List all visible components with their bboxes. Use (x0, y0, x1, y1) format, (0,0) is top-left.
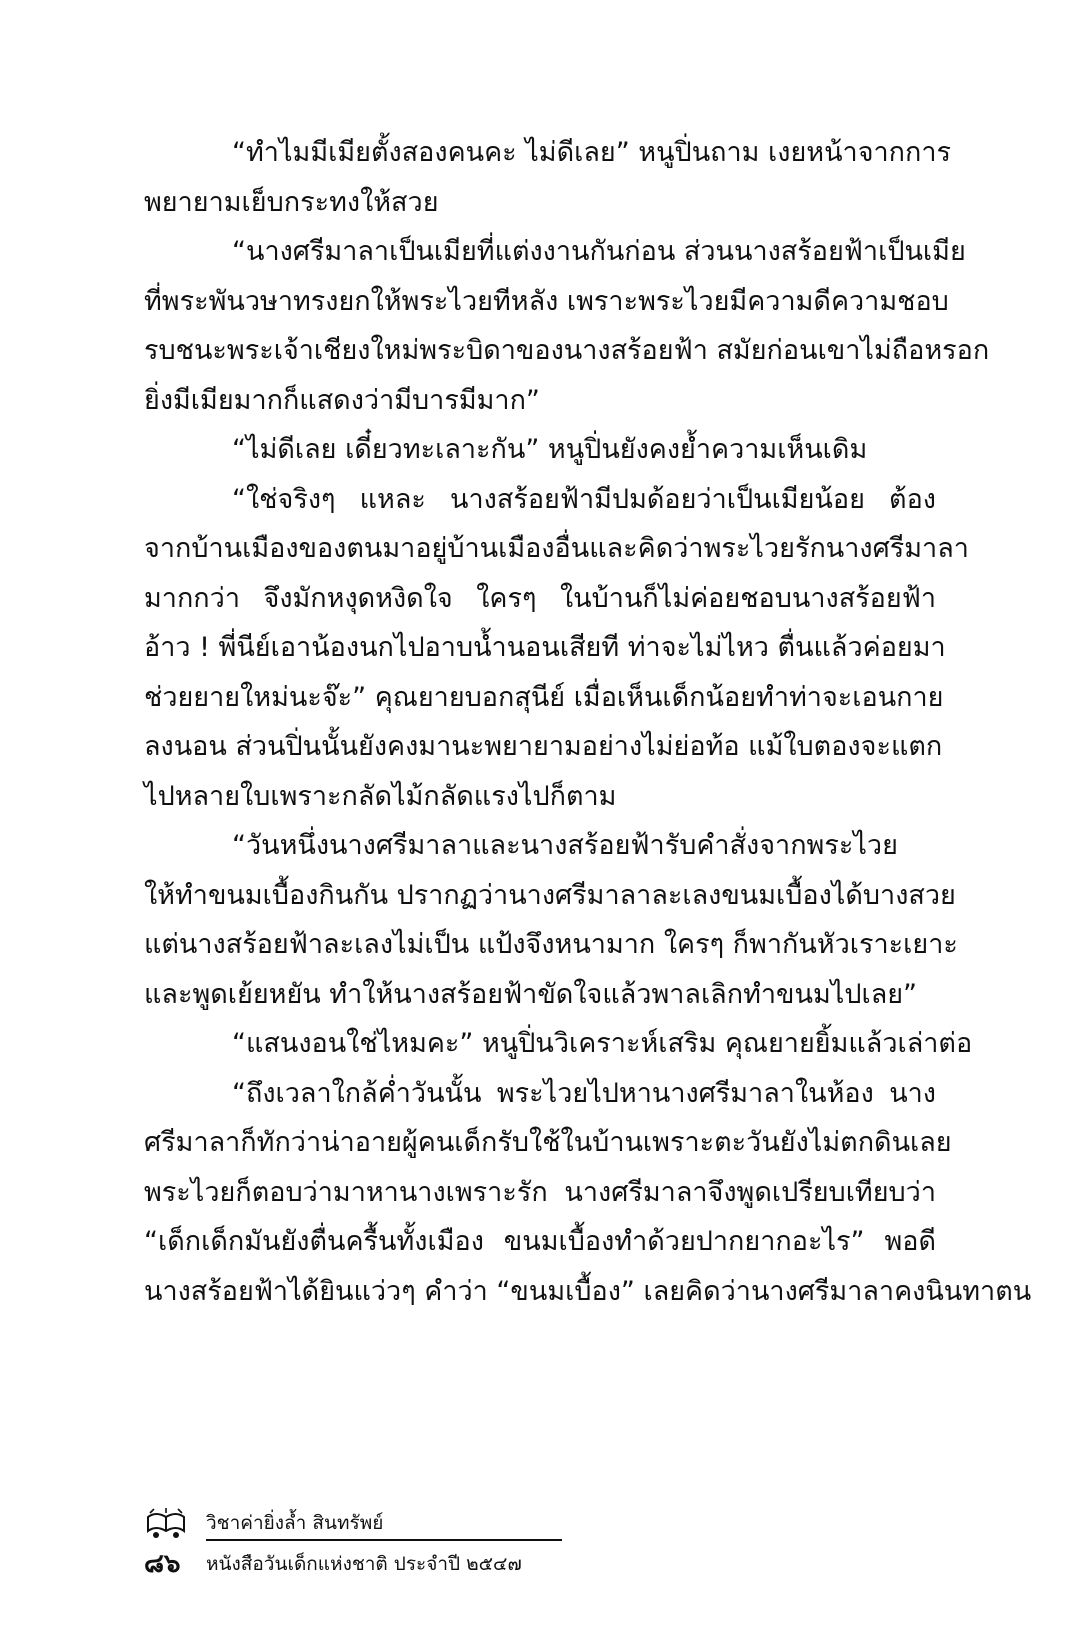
text-line: ศรีมาลาก็ทักว่าน่าอายผู้คนเด็กรับใช้ในบ้านเพราะตะวันยังไม่ตกดินเลย (144, 1127, 952, 1158)
text-line: “ถึงเวลาใกล้ค่ำวันนั้น พระไวยไปหานางศรีมาลาในห้อง นาง (232, 1077, 936, 1109)
book-title: หนังสือวันเด็กแห่งชาติ ประจำปี ๒๕๔๗ (206, 1553, 522, 1575)
text-line: ที่พระพันวษาทรงยกให้พระไวยทีหลัง เพราะพระไวยมีความดีความชอบ (144, 285, 949, 317)
page-footer (144, 1505, 564, 1585)
text-line: อ้าว ! พี่นีย์เอาน้องนกไปอาบน้ำนอนเสียที ท่าจะไม่ไหว ตื่นแล้วค่อยมา (144, 632, 946, 663)
text-line: นางสร้อยฟ้าได้ยินแว่วๆ คำว่า “ขนมเบื้อง” เลยคิดว่านางศรีมาลาคงนินทาตน (144, 1275, 1032, 1307)
footer-book-row (144, 1545, 564, 1585)
text-line: พระไวยก็ตอบว่ามาหานางเพราะรัก นางศรีมาลาจึงพูดเปรียบเทียบว่า (144, 1176, 936, 1208)
text-line: “ทำไมมีเมียตั้งสองคนคะ ไม่ดีเลย” หนูปิ่นถาม เงยหน้าจากการ (232, 137, 952, 168)
text-line: “แสนงอนใช่ไหมคะ” หนูปิ่นวิเคราะห์เสริม คุณยายยิ้มแล้วเล่าต่อ (232, 1028, 973, 1059)
text-line: พยายามเย็บกระทงให้สวย (144, 186, 439, 218)
footer-section-row (144, 1505, 564, 1545)
text-line: “วันหนึ่งนางศรีมาลาและนางสร้อยฟ้ารับคำสั่งจากพระไวย (232, 830, 898, 861)
text-line: ไปหลายใบเพราะกลัดไม้กลัดแรงไปก็ตาม (144, 780, 617, 812)
book-emblem-icon (144, 1507, 188, 1539)
text-line: “นางศรีมาลาเป็นเมียที่แต่งงานกันก่อน ส่วนนางสร้อยฟ้าเป็นเมีย (232, 236, 966, 267)
footer-divider (206, 1539, 562, 1541)
page-number: ๘๖ (144, 1549, 181, 1579)
text-line: มากกว่า จึงมักหงุดหงิดใจ ใครๆ ในบ้านก็ไม่ค่อยชอบนางสร้อยฟ้า (144, 582, 936, 614)
text-line: ช่วยยายใหม่นะจ๊ะ” คุณยายบอกสุนีย์ เมื่อเห็นเด็กน้อยทำท่าจะเอนกาย (144, 681, 944, 713)
text-line: “ใช่จริงๆ แหละ นางสร้อยฟ้ามีปมด้อยว่าเป็นเมียน้อย ต้อง (232, 483, 936, 515)
text-line: รบชนะพระเจ้าเชียงใหม่พระบิดาของนางสร้อยฟ้า สมัยก่อนเขาไม่ถือหรอก (144, 335, 990, 366)
text-line: ให้ทำขนมเบื้องกินกัน ปรากฏว่านางศรีมาลาละเลงขนมเบื้องได้บางสวย (144, 879, 956, 911)
text-line: “เด็กเด็กมันยังตื่นครื้นทั้งเมือง ขนมเบื้องทำด้วยปากยากอะไร” พอดี (144, 1226, 936, 1257)
text-line: จากบ้านเมืองของตนมาอยู่บ้านเมืองอื่นและคิดว่าพระไวยรักนางศรีมาลา (144, 533, 969, 564)
text-line: ลงนอน ส่วนปิ่นนั้นยังคงมานะพยายามอย่างไม่ย่อท้อ แม้ใบตองจะแตก (144, 731, 943, 762)
text-line: แต่นางสร้อยฟ้าละเลงไม่เป็น แป้งจึงหนามาก ใครๆ ก็พากันหัวเราะเยาะ (144, 929, 958, 960)
text-line: “ไม่ดีเลย เดี๋ยวทะเลาะกัน” หนูปิ่นยังคงย้ำความเห็นเดิม (232, 434, 868, 465)
text-line: ยิ่งมีเมียมากก็แสดงว่ามีบารมีมาก” (144, 384, 540, 416)
section-title: วิชาค่ายิ่งล้ำ สินทรัพย์ (206, 1512, 384, 1534)
page-body (144, 128, 1032, 1316)
text-line: และพูดเย้ยหยัน ทำให้นางสร้อยฟ้าขัดใจแล้วพาลเลิกทำขนมไปเลย” (144, 978, 918, 1010)
